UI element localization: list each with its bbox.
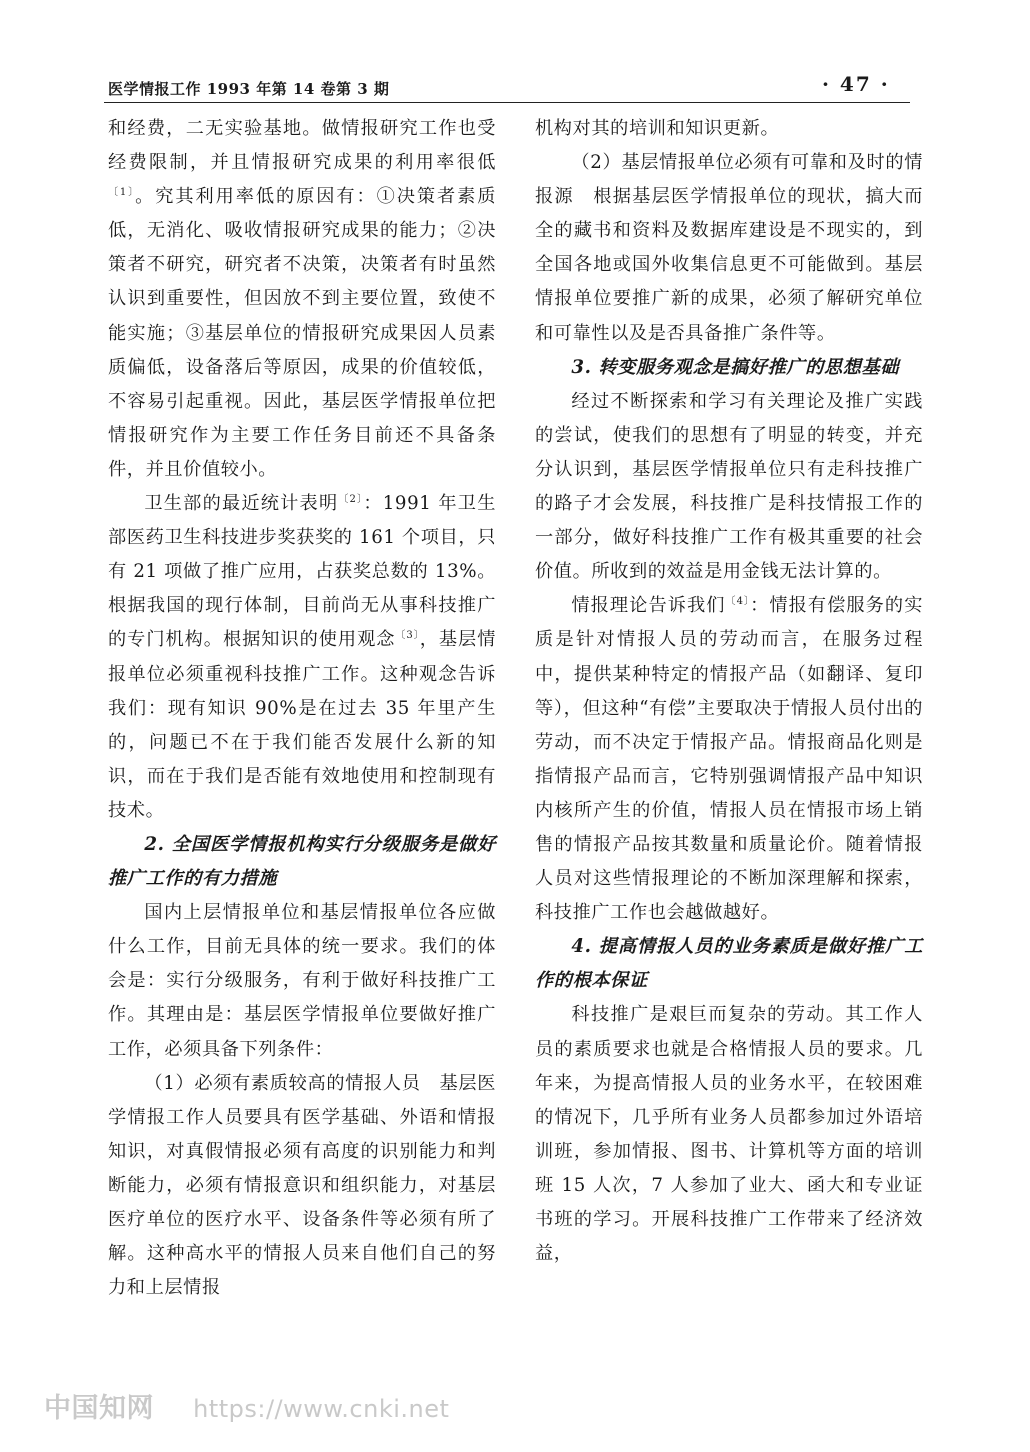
cnki-logo-text: 中国知网 (44, 1393, 154, 1424)
cnki-watermark (44, 1386, 449, 1425)
paragraph (535, 589, 923, 930)
citation: 〔3〕 (395, 630, 420, 642)
section-heading: 2. 全国医学情报机构实行分级服务是做好推广工作的有力措施 (108, 833, 496, 890)
page-number: · 47 · (822, 72, 890, 96)
right-column (535, 112, 923, 1271)
paragraph-text: 卫生部的最近统计表明 (144, 493, 339, 515)
paragraph: 科技推广是艰巨而复杂的劳动。其工作人员的素质要求也就是合格情报人员的要求。几年来，为提高情报人员的业务水平，在较困难的情况下，几乎所有业务人员都参加过外语培训班，参加情报、图书、计算机等方面的培训班 15 人次，7 人参加了业大、函大和专业证书班的学习。开展科技推广工作带来了经济效益， (535, 1004, 923, 1265)
paragraph: 经过不断探索和学习有关理论及推广实践的尝试，使我们的思想有了明显的转变，并充分认识到，基层医学情报单位只有走科技推广的路子才会发展，科技推广是科技情报工作的一部分，做好科技推广工作有极其重要的社会价值。所收到的效益是用金钱无法计算的。 (535, 390, 923, 583)
section-heading: 3. 转变服务观念是搞好推广的思想基础 (571, 356, 900, 378)
left-column (108, 112, 496, 1305)
running-header: 医学情报工作 1993 年第 14 卷第 3 期 (108, 80, 390, 98)
paragraph-text: 情报理论告诉我们 (571, 595, 726, 617)
paragraph-text: ：情报有偿服务的实质是针对情报人员的劳动而言，在服务过程中，提供某种特定的情报产品（如翻译、复印等），但这种“有偿”主要取决于情报人员付出的劳动，而不决定于情报产品。情报商品化则是指情报产品而言，它特别强调情报产品中知识内核所产生的价值，情报人员在情报市场上销售的情报产品按其数量和质量论价。随着情报人员对这些情报理论的不断加深理解和探索，科技推广工作也会越做越好。 (535, 595, 923, 924)
citation: 〔2〕 (338, 493, 364, 505)
citation: 〔1〕 (108, 187, 136, 199)
cnki-url: https://www.cnki.net (193, 1395, 450, 1423)
header-rule (104, 102, 910, 103)
citation: 〔4〕 (725, 596, 751, 608)
paragraph: （1）必须有素质较高的情报人员 基层医学情报工作人员要具有医学基础、外语和情报知识，对真假情报必须有高度的识别能力和判断能力，必须有情报意识和组织能力，对基层医疗单位的医疗水平、设备条件等必须有所了解。这种高水平的情报人员来自他们自己的努力和上层情报 (108, 1072, 496, 1299)
paragraph: （2）基层情报单位必须有可靠和及时的情报源 根据基层医学情报单位的现状，搞大而全的藏书和资料及数据库建设是不现实的，到全国各地或国外收集信息更不可能做到。基层情报单位要推广新的成果，必须了解研究单位和可靠性以及是否具备推广条件等。 (535, 152, 923, 344)
paragraph: 机构对其的培训和知识更新。 (535, 118, 780, 139)
paragraph-text: ，基层情报单位必须重视科技推广工作。这种观念告诉我们：现有知识 90%是在过去 35 年里产生的，问题已不在于我们能否发展什么新的知识，而在于我们是否能有效地使用和控制现有技术。 (108, 629, 496, 821)
paragraph-text: 和经费，二无实验基地。做情报研究工作也受经费限制，并且情报研究成果的利用率很低 (108, 118, 496, 174)
paragraph-text: ：1991 年卫生部医药卫生科技进步奖获奖的 161 个项目，只有 21 项做了推广应用，占获奖总数的 13%。根据我国的现行体制，目前尚无从事科技推广的专门机构。根据知识的使用观念 (108, 493, 496, 651)
paragraph: 国内上层情报单位和基层情报单位各应做什么工作，目前无具体的统一要求。我们的体会是：实行分级服务，有利于做好科技推广工作。其理由是：基层医学情报单位要做好推广工作，必须具备下列条件： (108, 902, 496, 1060)
paragraph (108, 112, 496, 487)
paragraph-text: 。究其利用率低的原因有：①决策者素质低，无消化、吸收情报研究成果的能力；②决策者不研究，研究者不决策，决策者有时虽然认识到重要性，但因放不到主要位置，致使不能实施；③基层单位的情报研究成果因人员素质偏低，设备落后等原因，成果的价值较低，不容易引起重视。因此，基层医学情报单位把情报研究作为主要工作任务目前还不具备条件，并且价值较小。 (108, 186, 496, 480)
paragraph (108, 487, 496, 828)
section-heading: 4. 提高情报人员的业务素质是做好推广工作的根本保证 (535, 936, 923, 992)
